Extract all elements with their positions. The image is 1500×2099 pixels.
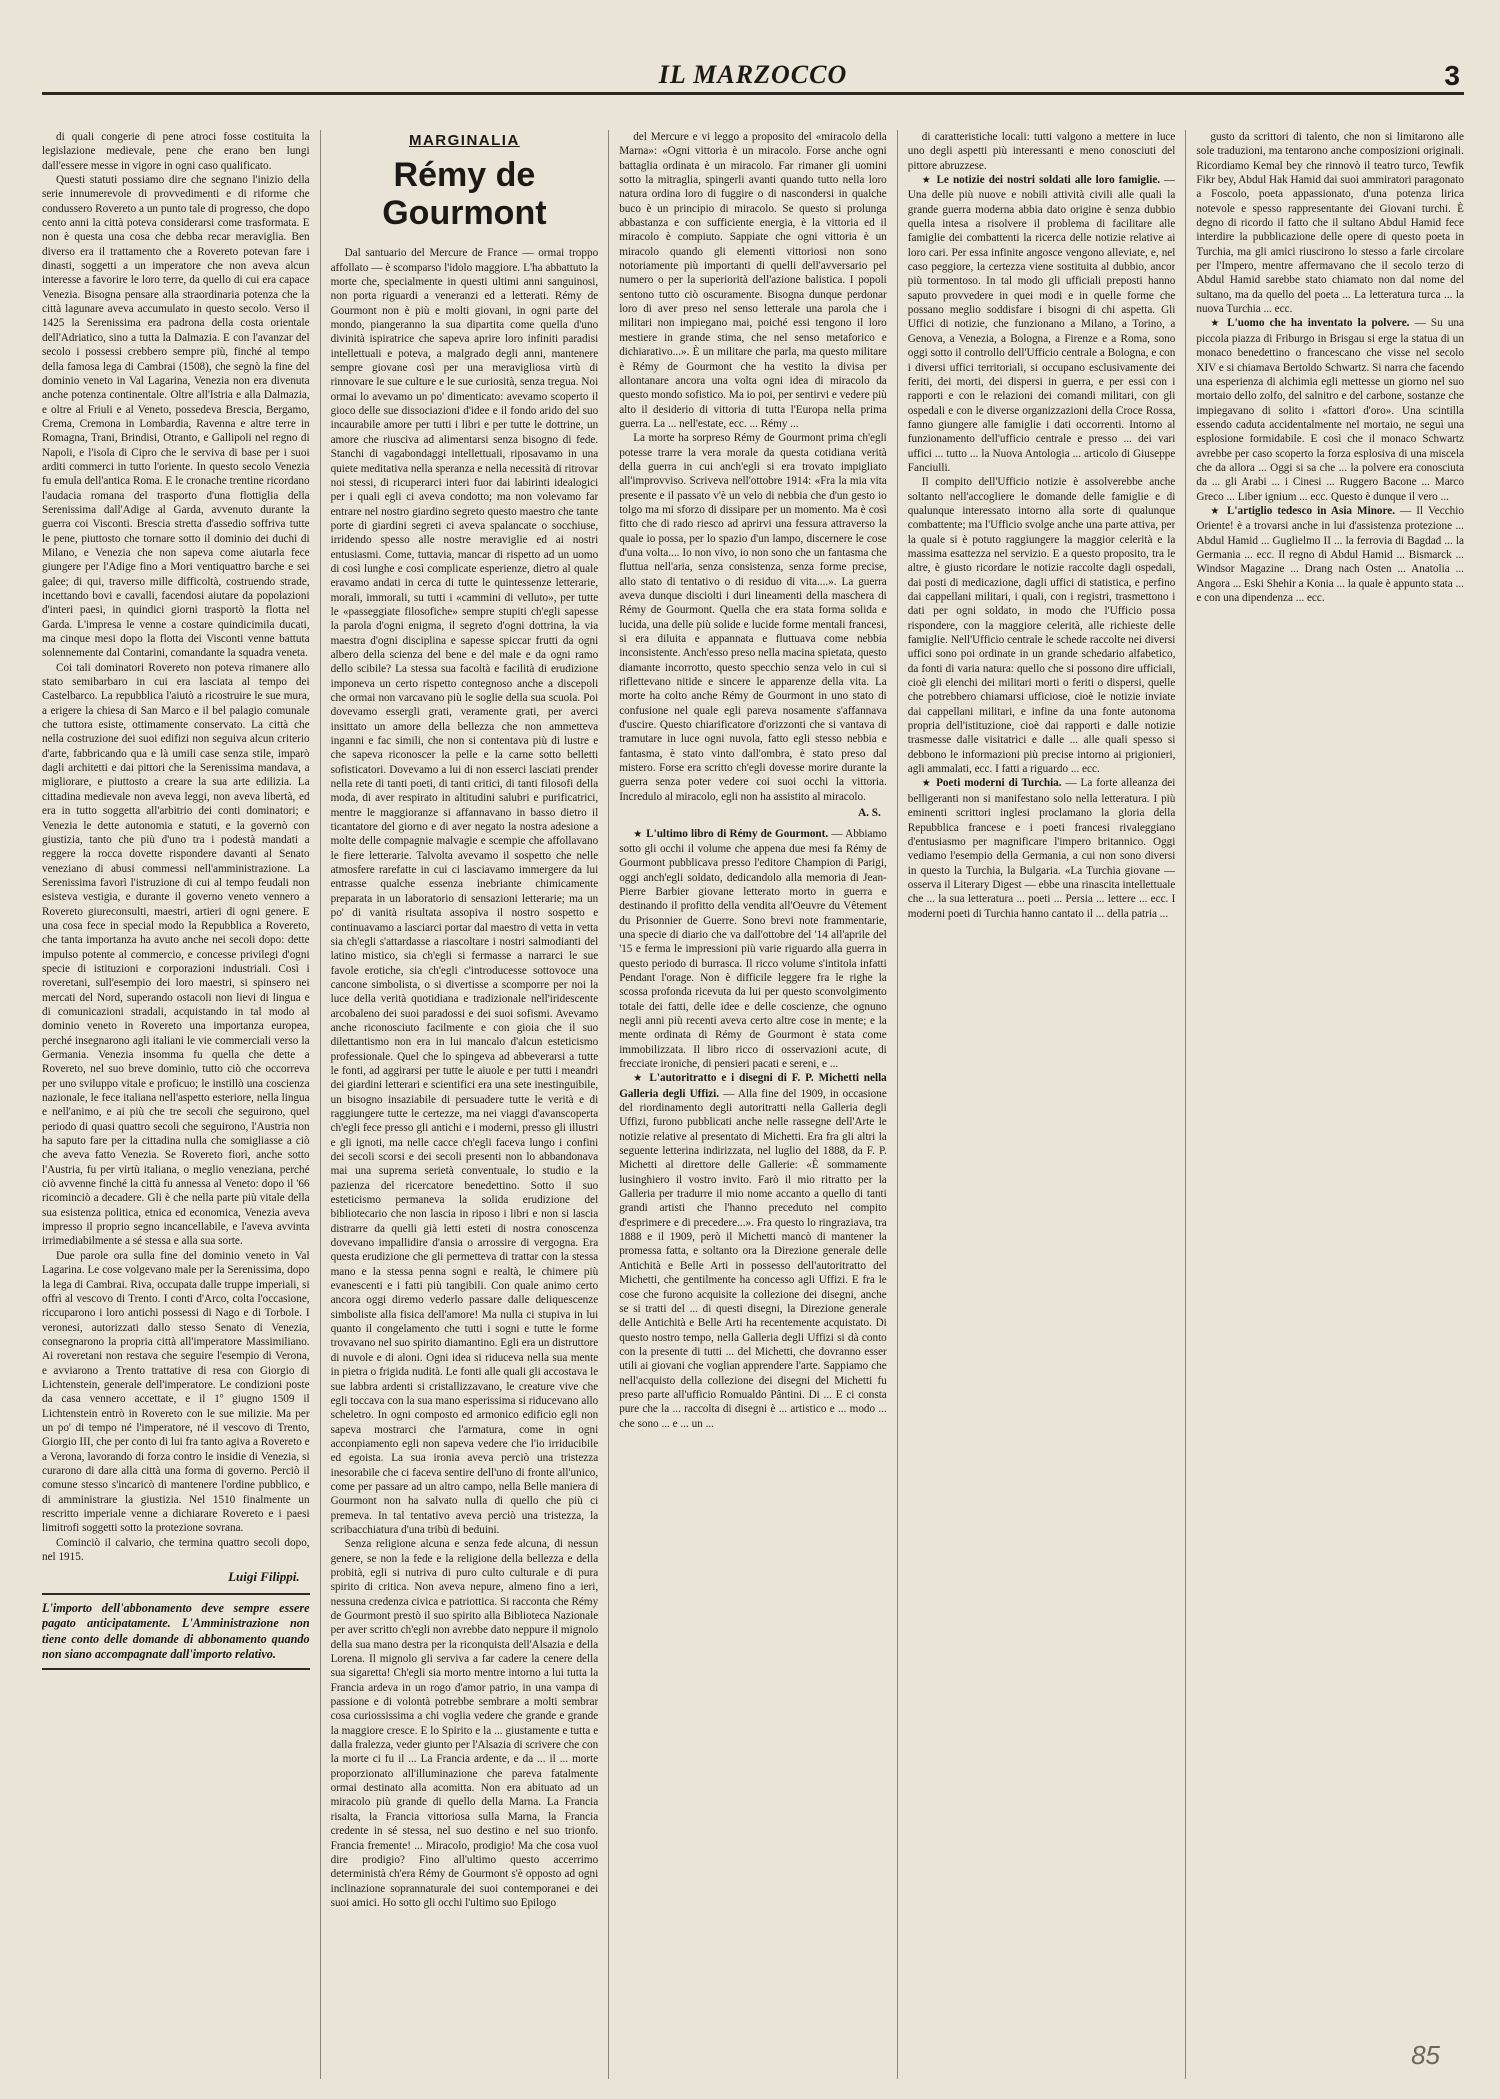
item-text: — Abbiamo sotto gli occhi il volume che appena due mesi fa Rémy de Gourmont pubblicava presso l'editore Champion di Parigi, oggi anch'egli soldato, dedicandolo alla memoria di Jean-Pierre Barbier giovane letterato morto in guerra e destinando il profitto della vendita all'Oeuvre du Vêtement du Prisonnier de Guerre. Sono brevi note frammentarie, una specie di diario che va dall'ottobre del '14 all'aprile del '15 e ferma le impressioni più varie riguardo alla guerra in questo periodo di burrasca. Il ricco volume s'intitola infatti Pendant l'orage. Non è difficile leggere fra le righe la scossa profonda ricevuta da lui per questo sconvolgimento totale dei fatti, delle idee e delle coscienze, che ognuno negli anni più recenti aveva certo altre cose in mente; e la mente ordinata di Rémy de Gourmont è stata come immobilizzata. Il libro ricco di osservazioni acute, di frecciate ironiche, di pensieri pacati e sereni, e ... xyxy=(619,827,887,1070)
page-header xyxy=(42,0,1464,118)
item-heading: Le notizie dei nostri soldati alle loro famiglie. xyxy=(936,174,1161,187)
star-icon: ★ xyxy=(921,778,937,790)
divider xyxy=(42,1593,310,1595)
paragraph: Due parole ora sulla fine del dominio veneto in Val Lagarina. Le cose volgevano male per la Serenissima, dopo la lega di Cambrai. Riva, occupata dalle truppe imperiali, si offrì al vescovo di Trento. I conti d'Arco, colta l'occasione, riccuparono i loro antichi possessi di Nago e di Torbole. I veronesi, autorizzati dallo stesso Senato di Venezia, consegnarono la propria città all'imperatore Massimiliano. Ai roveretani non restava che seguire l'esempio di Verona, e avviarono a Trento trattative di resa con Giorgio di Lichtenstein, generale dell'imperatore. Le condizioni poste da casa vennero accettate, e il 1º giugno 1509 il Lichtenstein entrò in Rovereto con le sue milizie. Ma per un po' di tempo né l'imperatore, né il vescovo di Trento, Giorgio III, che per conto di lui fra tanto agiva a Rovereto e a Verona, lavorando di forza contro le insidie di Venezia, si curarono di dare alla città una forma di governo. Perciò il comune stesso s'incaricò di mantenere l'ordine pubblico, e di amministrare la giustizia. Nel 1510 finalmente un rescritto imperiale venne a dichiarare Rovereto e i paesi limitrofi soggetti sotto la protezione sovrana. xyxy=(42,1249,310,1535)
news-item xyxy=(908,173,1176,475)
paragraph: Cominciò il calvario, che termina quattro secoli dopo, nel 1915. xyxy=(42,1536,310,1564)
author-signature: Luigi Filippi. xyxy=(228,1569,300,1585)
item-text: — Su una piccola piazza di Friburgo in Brisgau si erge la statua di un monaco benedettino o francescano che visse nel secolo XIV e si chiamava Bertoldo Schwartz. Si narra che facendo una esperienza di alchimia egli mettesse un giorno nel suo mortaio dello zolfo, del salnitro e del carbone, sostanze che impiegavano di solito i «fattori d'oro». Una scintilla essendo caduta accidentalmente nel mortaio, ne seguì una esplosione formidabile. E così che il monaco Schwartz avrebbe per caso scoperto la forza esplosiva di una miscela che da allora ... Oggi si sa che ... la polvere era conosciuta da ... gli Arabi ... i Cinesi ... Ruggero Bacone ... Marco Greco ... Liber ignium ... ecc. Questo è dunque il vero ... xyxy=(1196,317,1464,503)
page-number: 3 xyxy=(1444,60,1460,91)
column-5 xyxy=(1185,130,1464,2079)
paragraph: La morte ha sorpreso Rémy de Gourmont prima ch'egli potesse trarre la vera morale da questa cotidiana verità della guerra in cui anch'egli si era trovato impigliato all'improvviso. Scriveva nell'ottobre 1914: «Fra la mia vita presente e il passato v'è un velo di nebbia che d'un gesto io tolgo ma mi sforzo di dissipare per un momento. Ma è così fitto che di rado riesco ad aprirvi una fessura attraverso la quale io possa, per lo spazio d'un lampo, discernere le cose d'una volta.... Io non vivo, io non sono che un fantasma che fluttua nell'aria, senza consistenza, senza forme precise, allo stato di tentativo o di residuo di vita....». La guerra aveva dunque disciolti i duri lineamenti della maschera di Rémy de Gourmont. Quella che era stata forma solida e lucida, una delle più solide e lucide forme mentali francesi, si era diluita e appannata e fluttuava come nebbia inconsistente. Anch'esso preso nella macina spietata, questo diamante incorrotto, questo specchio senza velo in cui si riflettevano nitide e sincere le apparenze della vita. La morte ha colto anche Rémy de Gourmont in uno stato di confusione nel quale egli pareva nosamente s'affannava d'uscire. Questo chiarificatore d'orizzonti che si vantava di tramutare in luce ogni nuvola, fatto egli stesso nebbia e fantasma, è stato vinto dall'ombra, è stato preso dal mistero. Forse era scritto ch'egli dovesse morire durante la guerra senza poter vedere coi suoi occhi la vittoria. Incredulo al miracolo, egli non ha assistito al miracolo. xyxy=(619,432,887,803)
column-3 xyxy=(608,130,887,2079)
news-item xyxy=(1196,316,1464,503)
item-heading: Poeti moderni di Turchia. xyxy=(936,777,1062,790)
paragraph: Questi statuti possiamo dire che segnano l'inizio della serie innumerevole di provvedimenti e di riforme che condussero Rovereto a un punto tale di progresso, che dopo cento anni la città poteva considerarsi come trasformata. E non è questa una cosa che debba recar meraviglia. Ben diverso era il trattamento che a Rovereto potevan fare i dinasti, soggetti a un imperatore che non aveva alcun interesse a favorire le loro terre, da quello di cui era capace Venezia. Bisogna pensare alla straordinaria potenza che la città lagunare aveva accumulato in questo secolo. Verso il 1425 la Serenissima era padrona della costa orientale dell'Adriatico, sino a tutta la Dalmazia. E con l'avanzar del secolo i possessi crebbero sempre più, finché al tempo della famosa lega di Cambrai (1508), che segnò la fine del dominio veneto in Val Lagarina, Venezia non era divenuta anche potenza continentale. Oltre all'Istria e alla Dalmazia, e oltre al Friuli e al Veneto, possedeva Brescia, Bergamo, Crema, Cremona in Lombardia, Ravenna e altre terre in Romagna, Trani, Brindisi, Otranto, e Gallipoli nel regno di Napoli, e l'isola di Cipro che le serviva di base per i suoi arditi commerci in tutto l'oriente. In questo secolo Venezia fu emula dell'antica Roma. E le cronache trentine ricordano l'audacia romana del trasporto d'una flottiglia della Serenissima dall'Adige al Garda, avvenuto durante la guerra coi Visconti. Brescia stretta d'assedio soffriva tutte le pene, piuttosto che tornare sotto il dominio dei duchi di Milano, e Venezia che non sapeva come aiutarla fece giungere per l'Adige fino a Mori ventiquattro barche e sei galee; di qui, traverso mille difficoltà, costruendo strade, incettando bovi e cavalli, facendosi aiutare da popolazioni d'interi paesi, in quindici giorni trasportò la flotta nel Garda. L'impresa le venne a costare quindicimila ducati, ma cinque mesi dopo la flotta dei Visconti venne battuta solennemente dal Contarini, comandante la squadra veneta. xyxy=(42,174,310,660)
item-text: — Il Vecchio Oriente! è a trovarsi anche in lui d'assistenza protezione ... Abdul Hamid ... Guglielmo II ... la ferrovia di Bagdad ... la Germania ... ecc. Il regno di Abdul Hamid ... Bismarck ... Windsor Magazine ... Drang nach Osten ... Anatolia ... Angora ... Eski Shehir a Konia ... la quale è appunto stata ... e con una dipendenza ... ecc. xyxy=(1196,504,1464,604)
paragraph: gusto da scrittori di talento, che non si limitarono alle sole traduzioni, ma tentarono anche composizioni originali. Ricordiamo Kemal bey che rinnovò il teatro turco, Tewfik Fikr bey, Abdul Hak Hamid dai suoi ammiratori paragonato a Foscolo, poeta appassionato, d'una potenza lirica notevole e spesso rappresentante dei Giovani turchi. È degno di ricordo il fatto che il sultano Abdul Hamid fece interdire la pubblicazione delle opere di questo poeta in Turchia, ma gli amici riuscirono lo stesso a farle circolare per l'Impero, mentre affermavano che il secolo terzo di Abdul Hamid sarebbe stato chiamato non dal nome del sultano, ma da quello del poeta ... La letteratura turca ... la nuova Turchia ... ecc. xyxy=(1196,131,1464,316)
paragraph: di quali congerie di pene atroci fosse costituita la legislazione medievale, pene che erano ben lungi dall'essere messe in vigore in ogni caso qualificato. xyxy=(42,131,310,172)
item-text: Il compito dell'Ufficio notizie è assolverebbe anche soltanto nell'accogliere le domande delle famiglie e di qualunque interessato intorno alla sorte di qualunque combattente; ma l'Ufficio svolge anche una parte attiva, per la quale si è potuto raggiungere la maggior celerità e la massima esattezza nel servizio. E a questo proposito, tra le altre, è giusto ricordare le notizie raccolte dagli ospedali, dai posti di medicazione, dagli uffici di statistica, e perfino dai cappellani militari, i quali, con i registri, trasmettono i dati per ogni soldato, in modo che l'Ufficio possa rispondere, con la maggiore celerità, alle richieste delle famiglie. Nell'Ufficio centrale le schede raccolte nei diversi uffici sono poi ordinate in un grande schedario alfabetico, da fonti di varia natura: quello che si possono dire ufficiali, cioè gli elenchi dei militari morti o feriti o dispersi, quelle che potrebbero chiamarsi ufficiose, cioè le notizie inviate dai cappellani militari, e infine da una fonte autonoma propria dell'istituzione, cioè dai rapporti e dalle notizie trasmesse dalle visitatrici e dalle ... alle quali spesso si debbono le informazioni più precise intorno ai prigionieri, agli ammalati, ecc. I fatti a riguardo ... ecc. xyxy=(907,476,1176,776)
star-icon: ★ xyxy=(1210,505,1227,517)
item-heading: L'ultimo libro di Rémy de Gourmont. xyxy=(646,827,829,840)
paragraph xyxy=(908,475,1176,776)
paragraph: Coi tali dominatori Rovereto non poteva rimanere allo stato semibarbaro in cui era lasciata al tempo dei Castelbarco. La repubblica l'aiutò a ricostruire le sue mura, a erigere la chiesa di San Marco e il bel palagio comunale che tuttora esiste, ottimamente conservato. La città che nella costruzione dei suoi edifizi non seguiva alcun criterio d'arte, fabbricando qua e là umili case senza stile, imparò dagli architetti e dai pittori che la Serenissima mandava, a migliorare, e piuttosto a creare la sua arte edilizia. La cittadina medievale non aveva leggi, non aveva libertà, ed era in tutto soggetta all'arbitrio dei conti dominatori; e Venezia le dette autonomia e statuti, e la governò con giustizia, tanto che più d'uno tra i podestà mandati a reggere la rocca dovette rispondere davanti al Senato veneziano di abusi commessi nell'amministrazione. La Serenissima favorì l'istruzione di cui al tempo feudali non esisteva vestigia, e durante il governo veneto vennero a Rovereto giureconsulti, maestri, artieri di ogni genere. E una cosa fece in special modo la Repubblica a Rovereto, che tanta importanza ha avuto anche nei secoli dopo: dette impulso potente al commercio, e concesse privilegi d'ogni specie di istituzioni e corporazioni industriali. Così i roveretani, sull'esempio dei loro maestri, si spinsero nei mercati del Nord, superando ostacoli non lievi di lingua e di comunicazioni stradali, acquistando in tal modo al dominio veneto in Rovereto una importanza europea, perché insegnarono agli italiani le vie commerciali verso la Germania. Venezia insomma fu quella che dette a Rovereto, nel suo breve dominio, tutto ciò che occorreva per uno sviluppo vitale e proficuo; le instillò una coscienza nazionale, le fece italiana nell'aspetto esteriore, nella lingua e nell'animo, e ai più che tre secoli che seguirono, quel periodo di quasi quattro secoli che seguirono, l'Austria non ha saputo fare per la cittadina nulla che somigliasse a ciò che aveva fatto Venezia. Se Rovereto fiorì, anche sotto l'Austria, fu per virtù italiana, o meglio veneziana, perché ciò avvenne finché la città fu annessa al Veneto: dopo il '66 ricominciò a decadere. Gli è che nella parte più vitale della sua esistenza politica, etnica ed economica, Venezia aveva impresso il proprio segno incancellabile, e l'aveva avvinta irrimediabilmente a sé stessa e alla sua sorte. xyxy=(42,661,310,1248)
news-item xyxy=(619,827,887,1072)
columns xyxy=(42,130,1464,2079)
author-initials: A. S. xyxy=(858,807,881,820)
paragraph: del Mercure e vi leggo a proposito del «miracolo della Marna»: «Ogni vittoria è un miracolo. Forse anche ogni battaglia ordinata è un miracolo. Far rimaner gli uomini sotto la mitraglia, spingerli avanti quando tutto nella loro natura ordina loro di fuggire o di nascondersi in qualche buco è un principio di miracolo. Se questo si prolunga abbastanza e con sufficiente energia, è la vittoria ed il miracolo è compiuto. Sappiate che ogni vittoria è un miracolo quando gli elementi vittoriosi non sono notoriamente più importanti di quelli dell'avversario pel numero o per la superiorità dell'azione balistica. I popoli sentono tutto ciò oscuramente. Bisogna dunque perdonar loro di aver preso nel senso letterale una parola che i militari non impiegano mai, poiché essi tengono il loro mestiere in grande stima, che nel senso metaforico e dichiarativo...». È un militare che parla, ma questo militare è Rémy de Gourmont che ha vestito la divisa per allontanare ancora una volta ogni idea di miracolo da questo mondo sofistico. Ma io poi, per sentirvi e vedere più alto il desiderio di vittoria di tutta l'Europa nella prima guerra. La ... nell'estate, ecc. ... Rémy ... xyxy=(619,131,887,430)
news-item xyxy=(619,1071,887,1431)
star-icon: ★ xyxy=(633,1073,650,1085)
news-item xyxy=(1196,504,1464,605)
item-heading: L'autoritratto e i disegni di F. P. Michetti nella Galleria degli Uffizi. xyxy=(619,1072,887,1100)
item-heading: L'uomo che ha inventato la polvere. xyxy=(1227,317,1410,330)
news-item xyxy=(908,776,1176,920)
divider xyxy=(42,1668,310,1670)
item-text: — Una delle più nuove e nobili attività civili alle quali la grande guerra moderna abbia dato origine è senza dubbio quella intesa a risolvere il problema di facilitare alle famiglie dei combattenti la ricerca delle notizie relative ai loro cari. Per essa infinite angosce vengono alleviate, e, nel caso peggiore, la certezza viene sostituita al dubbio, ancor più tormentoso. In tal modo gli ufficiali preposti hanno saputo provvedere in quei modi e in quelle forme che possano meglio soddisfare i bisogni di chi aspetta. Gli Uffici di notizie, che funzionano a Milano, a Torino, a Genova, a Venezia, a Bologna, a Firenze e a Roma, sono oggi sotto il controllo dell'Ufficio centrale a Bologna, e con i diversi uffici territoriali, si occupano esclusivamente dei feriti, dei morti, dei dispersi in guerra, e per essi con i rapporti e con le relazioni dei comandi militari, con gli ospedali e con le diverse organizzazioni della Croce Rossa, fanno giungere alle famiglie i dati occorrenti. Intorno al funzionamento dell'ufficio centrale e presso ... dei vari uffici ... tutto ... la Nuova Antologia ... articolo di Giuseppe Fanciulli. xyxy=(907,174,1176,474)
header-rule xyxy=(42,92,1464,95)
subscription-notice: L'importo dell'abbonamento deve sempre essere pagato anticipatamente. L'Amministrazione non tiene conto delle domande di abbonamento quando non siano accompagnate dall'importo relativo. xyxy=(42,1600,310,1661)
masthead: IL MARZOCCO xyxy=(658,60,848,89)
paragraph: Senza religione alcuna e senza fede alcuna, di nessun genere, se non la fede e la religione della bellezza e della probità, egli si nutriva di puro culto culturale e di pura spirito di critica. Non aveva nepure, almeno fino a ieri, nessuna credenza civica e patriottica. Si racconta che Rémy de Gourmont prestò il suo spirito alla Biblioteca Nazionale per aver scritto ch'egli non avrebbe dato neppure il mignolo della sua mano destra per la riconquista dell'Alsazia e della Lorena. Il mignolo gli serviva a far cadere la cenere della sua sigaretta! Ch'egli sia morto mentre intorno a lui tutta la Francia ardeva in un rogo d'amor patrio, in una vampa di passione e di volontà potrebbe sembrare a molti sembrar cosa curiossissima a chi voglia vedere che grande e grande la maggiore cresce. E lo Spirito e la ... giustamente e tutta e dalla fralezza, veder giunto per l'Alsazia di scrivere che con la morte ci fu il ... La Francia ardente, e da ... il ... morte proporzionato all'illuminazione che pareva fatalmente ormai destinato alla acomitta. Non era abituato ad un miracolo più grande di quello della Marna. La Francia risalta, la Francia vittoriosa sulla Marna, la Francia credente in sé stessa, nel suo destino e nel suo trionfo. Francia fremente! ... Miracolo, prodigio! Ma che cosa vuol dire prodigio? Fino all'ultimo questo accerrimo deterministà ch'era Rémy de Gourmont s'è opposto ad ogni inclinazione soprannaturale dei suoi contemporanei e dei suoi amici. Ho sotto gli occhi l'ultimo suo Epilogo xyxy=(330,1538,599,1909)
column-1 xyxy=(42,130,310,2079)
star-icon: ★ xyxy=(1210,318,1228,330)
item-text: — Alla fine del 1909, in occasione del riordinamento degli autoritratti nella Galleria degli Uffizi, furono pubblicati anche nelle rassegne dell'Arte le notizie relative al presentato di Michetti. Era fra gli altri la seguente letterina indirizzata, nel luglio del 1888, da F. P. Michetti al direttore delle Gallerie: «È sommamente lusinghiero il vostro invito. Farò il mio ritratto per la Galleria per tradurre il mio nome accanto a quello di tanti grandi artisti che l'hanno preceduto nel compito d'esprimere e di precedere...». Fra questo lo ringraziava, tra 1888 e il 1909, però il Michetti mancò di mantener la promessa fatta, e soltanto ora la Direzione generale delle Antichità e Belle Arti in possesso dell'autoritratto del Michetti, che gentilmente ha concesso agli Uffizi. E fra le cose che furono acquisite la collezione dei disegni, anche se si tratti del ... di questi disegni, la Direzione generale delle Antichità e Belle Arti ha recentemente acquistato. Di questo nostro tempo, nella Galleria degli Uffizi si dà conto con la presente di tutti ... del Michetti, che dovranno esser utili ai giovani che voglian apprendere l'arte. Sappiamo che nell'acquisto della collezione dei disegni del Michetti fu preso parte all'ufficio Romualdo Pântini. Di ... E ci consta pure che la ... raccolta di disegni è ... artistico e ... modo ... che sono ... e ... un ... xyxy=(619,1087,887,1430)
paragraph: di caratteristiche locali: tutti valgono a mettere in luce uno degli aspetti più interessanti e meno conosciuti del pittore abruzzese. xyxy=(907,131,1176,172)
item-text: — La forte alleanza dei belligeranti non si manifestano solo nella letteratura. I più eminenti scrittori inglesi proclamano la gloria della Repubblica francese e i poeti francesi rivaleggiano d'entusiasmo per magnificare l'impero britannico. Oggi vediamo l'esempio della Germania, a cui non sono diversi in questo la Turchia, la Bulgaria. «La Turchia giovane — osserva il Literary Digest — ebbe una rinascita intellettuale che ... la sua letteratura ... poeti ... Persia ... lettere ... ecc. I moderni poeti di Turchia hanno cantato il ... della patria ... xyxy=(907,777,1176,920)
star-icon: ★ xyxy=(921,175,937,187)
paragraph: Dal santuario del Mercure de France — ormai troppo affollato — è scomparso l'idolo maggiore. L'ha abbattuto la morte che, specialmente in questi ultimi anni sanguinosi, non porta riguardi a veneranzi ed a letterati. Rémy de Gourmont non è più e molti giovani, in ogni parte del mondo, piangeranno la sua dipartita come quella d'uno divinità ispiratrice che sapeva aprire loro infiniti paradisi intellettuali e poteva, a malgrado degli anni, mantenere sempre giovane così per una meravigliosa virtù di rinnovare le sue culture e le sue curiosità, senza tregua. Noi ormai lo avevamo un po' dimenticato: avevamo scoperto il gioco delle sue dissociazioni d'idee e il fondo arido del suo incaurabile amore per tutti i libri e per tutte le dottrine, un amore che riusciva ad alimentarsi senza bisogno di fede. Stanchi di vagabondaggi intellettuali, riposavamo in una quiete meditativa nella speranza e nella necessità di ritrovar noi stessi, di ricuperarci interi fuor dai labirinti idealogici per i quali egli ci aveva condotto; ma non volevamo far entrare nel nostro giardino segreto questo maestro che tante porte di giardini segreti ci aveva spalancate o socchiuse, irridendo spesso alle nostre meraviglie ed ai nostri entusiasmi. Come, tuttavia, mancar di rispetto ad un uomo di così lunghe e così complicate esperienze, dietro al quale eravamo andati in cerca di tutte le quintessenze letterarie, morali, immorali, su tutti i «cammini di velluto», per tutte le «passeggiate filosofiche» sempre stupiti ch'egli sapesse la parola d'ogni enigma, il segreto d'ogni dottrina, la via maestra d'ogni disciplina e sapesse spiccar frutti da ogni albero della scienza del bene e del male e da ogni ramo dello scibile? La stessa sua facoltà e facilità di erudizione imponeva un certo rispetto contegnoso anche a discepoli che ormai non varcavano più le soglie della sua scuola. Poi dovevamo essergli grati, veramente grati, per averci insittato un amore della bellezza che non ammetteva inganni e fac simili, che non si contentava più di lustre e che sapeva riconoscer la pelle e la carne sotto belletti sofisticatori. Dovevamo a lui di non esserci lasciati prender nella rete di tanti poeti, di tanti critici, di tanti filosofi della moda, di aver respirato in altitudini salubri e purificatrici, mentre le maggioranze si affannavano in basso dietro il ticantatore del giorno e di aver negato la nostra adesione a molte delle compagnie malvagie e scempie che affollavano le fiere letterarie. Talvolta avevamo il sospetto che nelle atmosfere rarefatte in cui ci lasciavamo immergere da lui entrasse qualche essenza inebriante chimicamente preparata in un laboratorio di sensazioni letterarie; ma un po' di vanità risultata assopiva il nostro sospetto e continuavamo a lasciarci portar dal maestro di vetta in vetta sia ch'egli s'attardasse a riascoltare i nostri salmodianti del latino mistico, sia ch'egli si fermasse a narrarci le sue favole erotiche, sia ch'egli c'introducesse sottovoce una cancone simbolista, o si divertisse a scomporre per noi la luce della verità quotidiana e tradizionale nell'iridescente arcobaleno dei suoi paradossi e dei suoi sofismi. Avevamo anche riconosciuto facilmente e con gioia che il suo dilettantismo non era in lui mancalo d'alcun esteticismo professionale. Quel che lo spingeva ad abbeverarsi a tutte le fonti, ad aggirarsi per tutte le aiuole e per tutti i meandri dei giardini letterari e scientifici era una sete inestinguibile, un bisogno insaziabile di persuadere tutte le verità e di raggiungere tutte le certezze, ma nei viaggi d'avanscoperta ch'egli fece presso gli antichi e i moderni, presso gli illustri e gli ignoti, ma nelle cacce ch'egli faceva lungo i confini dei secoli scorsi e dei secoli presenti non lo abbandonava mai una suprema serietà conventuale, lo studio e la pazienza del ricercatore benedettino. Sotto il suo esteticismo permaneva la solida erudizione del bibliotecario che non lascia in riposo i libri e non si lascia distrarre da quelli già letti esteti di nostra conoscenza dovevano impallidire d'ansia o arrossire di vergogna. Era questa erudizione che gli permetteva di trattar con la stessa mano e la stessa penna sogni e realtà, le chimere più evanescenti e i fatti più tangibili. Con quale animo certo ancora oggi diremo vederlo passare dalle deliquescenze simboliste alla fisica dell'amore! Ma nulla ci stupiva in lui quanto il congelamento che tutti i sogni e tutte le forme trovavano nel suo spirito diamantino. Egli era un distruttore di nuvole e di aloni. Ogni idea si riduceva nella sua mente in pietra o frigida nudità. Le fonti alle quali gli accostava le sue labbra ardenti si cristallizzavano, le creature vive che egli toccava con la sua mano esperissima si riducevano allo scheletro. In ogni composto ed armonico edificio egli non sapeva mostrarci che l'armatura, come in ogni acconpiamento egli non sapeva vedere che l'io irriducibile ed egoista. La sua ironia aveva perciò una tristezza inesorabile che ci faceva sentire dell'uno di fronte all'unico, come per passare ad un altro campo, nella Belle maniera di Gourmont non ha salvato nulla di quello che più ci premeva. In tal tentativo aveva perciò una tristezza, la scribacchiatura d'una tribù di beduini. xyxy=(330,247,599,1536)
column-2 xyxy=(320,130,599,2079)
section-kicker: MARGINALIA xyxy=(408,132,520,149)
item-heading: L'artiglio tedesco in Asia Minore. xyxy=(1226,504,1396,517)
article-title: Rémy de Gourmont xyxy=(382,156,547,233)
column-4 xyxy=(897,130,1176,2079)
handwritten-margin-mark: 85 xyxy=(1411,2040,1440,2070)
star-icon: ★ xyxy=(633,828,647,840)
